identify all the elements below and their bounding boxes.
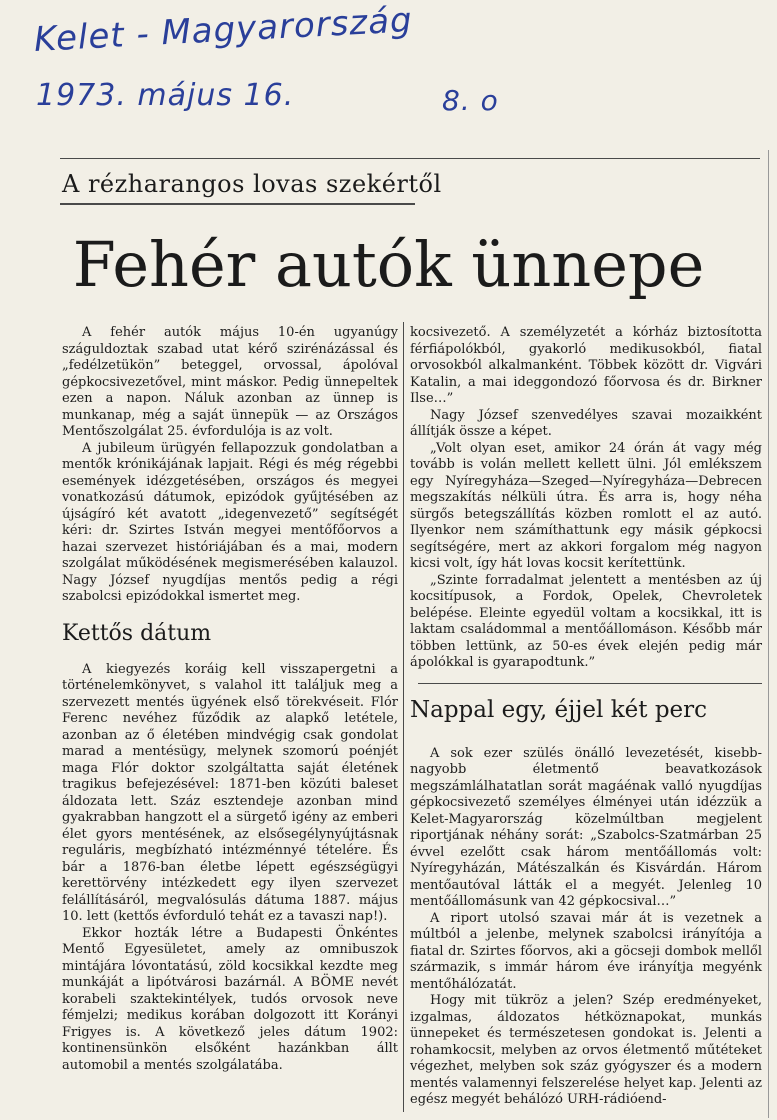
article-paragraph: „Szinte forradalmat jelentett a mentésben az új kocsitípusok, a Fordok, Opelek, Chevroletek belépése. Eleinte egyedül voltam a kocsikkal, itt is laktam családommal a mentőállomáson. Később már többen lettünk, az 50-es évek elején pedig már ápolókkal is gyarapodtunk.” [410,572,762,670]
article-headline: Fehér autók ünnepe [72,228,705,301]
article-paragraph: A kiegyezés koráig kell visszapergetni a történelemkönyvet, s valahol itt találjuk meg a szervezett mentés ügyének első törekvéseit. Flór Ferenc nevéhez fűződik az alapkő letétele, azonban az ő életében mindvégig csak gondolat marad a mentésügy, melynek szomorú poénjét maga Flór doktor szolgáltatta saját életének tragikus befejezésével: 1871-ben közúti baleset áldozata lett. Száz esztendeje azonban mind gyakrabban hangzott el a sürgető igény az emberi élet gyors mentésének, az elsősegélynyújtásnak reguláris, megbízható intézménnyé tételére. És bár a 1876-ban életbe lépett egészségügyi kerettörvény intézkedett egy ilyen szervezet felállításáról, megvalósulás dátuma 1887. május 10. lett (kettős évforduló tehát ez a tavaszi nap!). [62,661,398,924]
top-clipping-rule [60,158,760,159]
handwritten-page-note: 8. o [442,84,499,117]
right-column [410,325,762,1109]
clipping-edge-right [768,150,769,1118]
subheading-nappal-egy: Nappal egy, éjjel két perc [410,696,708,723]
article-paragraph: Nagy József szenvedélyes szavai mozaikként állítják össze a képet. [410,407,762,439]
article-paragraph: A fehér autók május 10-én ugyanúgy száguldoztak szabad utat kérő szirénázással és „fedélzetükön” beteggel, orvossal, ápolóval gépkocsivezetővel, mint máskor. Pedig ünnepeltek ezen a napon. Náluk azonban az ünnep is munkanap, még a saját ünnepük — az Országos Mentőszolgálat 25. évfordulója is az volt. [62,325,398,439]
column-divider [403,322,404,1112]
article-paragraph: Ekkor hozták létre a Budapesti Önkéntes Mentő Egyesületet, amely az omnibuszok mintájára lóvontatású, zöld kocsikkal kezdte meg munkáját a lipótvárosi bazárnál. A BÖME nevét korabeli szaktekintélyek, tudós orvosok neve fémjelzi; medikus korában dolgozott itt Korányi Frigyes is. A következő jeles dátum 1902: kontinensünkön elsőként hazánkban állt automobil a mentés szolgálatába. [62,925,398,1073]
kicker-underline [60,203,415,205]
article-paragraph: „Volt olyan eset, amikor 24 órán át vagy még tovább is volán mellett kellett ülni. Jól emlékszem egy Nyíregyháza—Szeged—Nyíregyháza—Debrecen megszakítás nélküli útra. És arra is, hogy néha sürgős betegszállítás közben romlott el az autó. Ilyenkor nem számíthattunk egy másik gépkocsi segítségére, mert az akkori forgalom még nagyon kicsi volt, így hát lovas kocsit kerítettünk. [410,440,762,571]
article-kicker: A rézharangos lovas szekértől [62,170,442,198]
article-paragraph: A sok ezer szülés önálló levezetését, kisebb-nagyobb életmentő beavatkozások megszámlálhatatlan sorát magáénak valló nyugdíjas gépkocsivezető személyes élményei után idézzük a Kelet-Magyarország közelmúltban megjelent riportjának néhány sorát: „Szabolcs-Szatmárban 25 évvel ezelőtt csak három mentőállomás volt: Nyíregyházán, Mátészalkán és Kisvárdán. Három mentőautóval látták el a megyét. Jelenleg 10 mentőállomásunk van 42 gépkocsival…” [410,745,762,909]
handwritten-date-note: 1973. május 16. [36,78,295,113]
left-column [62,325,398,1074]
article-paragraph: A jubileum ürügyén fellapozzuk gondolatban a mentők krónikájának lapjait. Régi és még régebbi események idézgetésében, országos és megyei vonatkozású dátumok, epizódok gyűjtésében az újságíró két avatott „idegenvezető” segítségét kéri: dr. Szirtes István megyei mentőfőorvos a hazai szervezet históriájában és a mai, modern szolgálat működésének megismerésében kalauzol. Nagy József nyugdíjas mentős pedig a régi szabolcsi epizódokkal ismertet meg. [62,440,398,604]
article-paragraph: Hogy mit tükröz a jelen? Szép eredményeket, izgalmas, áldozatos hétköznapokat, munkás ünnepeket és természetesen gondokat is. Jelenti a rohamkocsit, melyben az orvos életmentő műtéteket végezhet, melyben sok száz gyógyszer és a modern mentés valamennyi felszerelése helyet kap. Jelenti az egész megyét behálózó URH-rádióend- [410,993,762,1107]
handwritten-publication-note: Kelet - Magyarország [32,0,414,60]
subheading-kettos-datum: Kettős dátum [62,620,212,646]
article-paragraph: kocsivezető. A személyzetét a kórház biztosította férfiápolókból, gyakorló medikusokból, fiatal orvosokból alkalmanként. Többek között dr. Vigvári Katalin, a mai ideggondozó főorvosa és dr. Birkner Ilse…” [410,325,762,406]
article-paragraph: A riport utolsó szavai már át is vezetnek a múltból a jelenbe, melynek szabolcsi irányítója a fiatal dr. Szirtes főorvos, aki a göcseji dombok mellől származik, s immár három éve irányítja megyénk mentőhálózatát. [410,910,762,992]
